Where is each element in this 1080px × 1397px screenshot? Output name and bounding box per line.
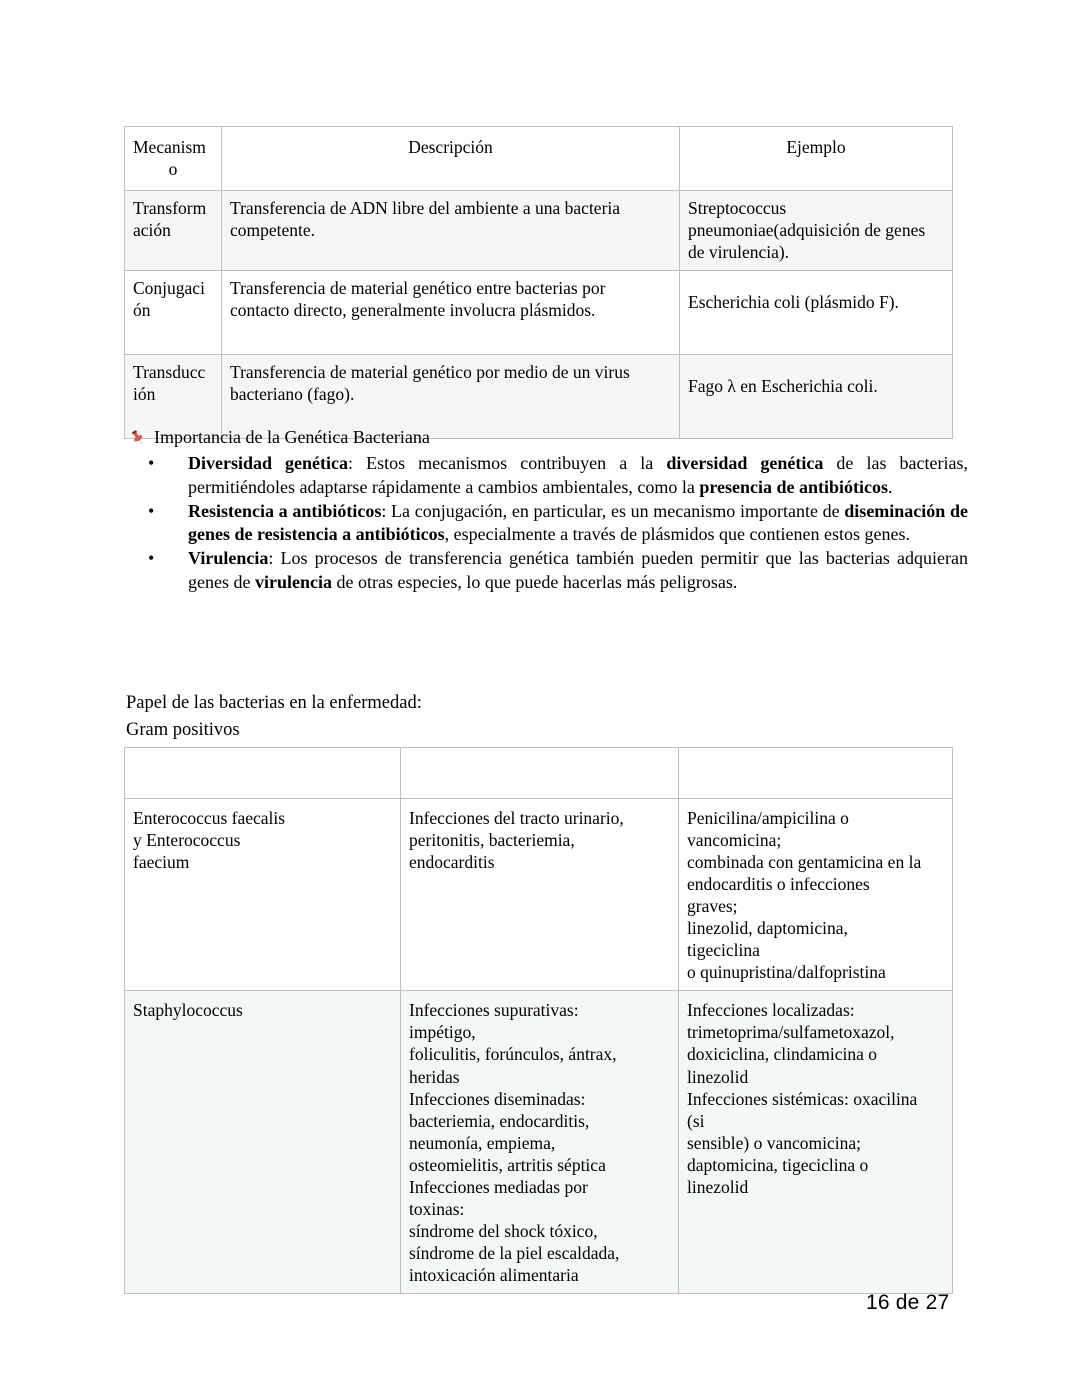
tratamiento-line: graves; bbox=[687, 896, 738, 917]
header-cell-descripcion: Descripción bbox=[222, 127, 680, 191]
ejemplo-line1: Escherichia coli (plásmido F). bbox=[688, 292, 899, 313]
header-cell-infecciones bbox=[401, 748, 679, 799]
cell-ejemplo bbox=[680, 191, 953, 271]
item-lead: Diversidad genética bbox=[188, 453, 349, 473]
header-cell-ejemplo: Ejemplo bbox=[680, 127, 953, 191]
cell-infecciones bbox=[401, 799, 679, 991]
item-text-1: : La conjugación, en particular, es un mecanismo importante de bbox=[381, 500, 845, 521]
tratamiento-line: trimetoprima/sulfametoxazol, bbox=[687, 1022, 895, 1043]
tratamiento-line: vancomicina; bbox=[687, 830, 782, 851]
cell-mecanismo bbox=[125, 191, 222, 271]
cell-organismo bbox=[125, 799, 401, 991]
mecanismos-table bbox=[124, 126, 953, 439]
item-lead: Resistencia a antibióticos bbox=[188, 500, 382, 521]
papel-line-1: Papel de las bacterias en la enfermedad: bbox=[126, 693, 422, 713]
header-cell-organismo bbox=[125, 748, 401, 799]
infeccion-line: Infecciones del tracto urinario, bbox=[409, 808, 624, 828]
mecanismo-line2: ón bbox=[133, 300, 151, 321]
page-number-footer: 16 de 27 bbox=[866, 1291, 950, 1314]
tratamiento-line: combinada con gentamicina en la bbox=[687, 852, 922, 873]
item-text-2: de las bacterias, permitiéndoles adaptarse rápidamente a cambios ambientales, como la bbox=[188, 453, 968, 497]
tratamiento-line: linezolid, daptomicina, bbox=[687, 918, 848, 939]
organismo-line: Staphylococcus bbox=[133, 1000, 243, 1021]
infeccion-line: neumonía, empiema, bbox=[409, 1132, 556, 1153]
infeccion-line: osteomielitis, artritis séptica bbox=[409, 1154, 606, 1175]
infeccion-line: impétigo, bbox=[409, 1022, 476, 1043]
tratamiento-line: sensible) o vancomicina; bbox=[687, 1132, 861, 1153]
header-cell-mecanismo bbox=[125, 127, 222, 191]
infeccion-line: toxinas: bbox=[409, 1198, 465, 1219]
bullet-marker: • bbox=[148, 453, 155, 473]
header-mecanismo-line1: Mecanism bbox=[133, 137, 206, 157]
item-text-2: , especialmente a través de plásmidos que contienen estos genes. bbox=[444, 524, 911, 545]
infeccion-line: peritonitis, bacteriemia, bbox=[409, 830, 575, 851]
infeccion-line: bacteriemia, endocarditis, bbox=[409, 1110, 590, 1131]
mecanismo-line1: Transducc bbox=[133, 362, 206, 383]
item-text-1: : Los procesos de transferencia genética también pueden permitir que las bacterias adquieran genes de bbox=[188, 548, 968, 592]
papel-line-2: Gram positivos bbox=[126, 720, 240, 741]
tratamiento-line: doxiciclina, clindamicina o bbox=[687, 1044, 878, 1065]
infeccion-line: Infecciones mediadas por bbox=[409, 1176, 588, 1197]
mecanismo-line2: ación bbox=[133, 220, 171, 241]
list-item bbox=[128, 452, 968, 500]
tratamiento-line: linezolid bbox=[687, 1176, 749, 1197]
ejemplo-line3: de virulencia). bbox=[688, 242, 790, 263]
descripcion-line2: competente. bbox=[230, 220, 316, 241]
item-tail: . bbox=[887, 476, 893, 497]
list-item bbox=[128, 547, 968, 595]
tratamiento-line: daptomicina, tigeciclina o bbox=[687, 1154, 869, 1175]
infeccion-line: heridas bbox=[409, 1066, 460, 1087]
infeccion-line: síndrome de la piel escaldada, bbox=[409, 1242, 620, 1263]
infeccion-line: Infecciones supurativas: bbox=[409, 1000, 579, 1021]
descripcion-line1: Transferencia de ADN libre del ambiente a una bacteria bbox=[230, 198, 621, 219]
grampos-table bbox=[124, 747, 953, 1294]
item-text-1: : Estos mecanismos contribuyen a la bbox=[348, 453, 667, 473]
ejemplo-line1: Fago λ en Escherichia coli. bbox=[688, 376, 878, 397]
ejemplo-line1: Streptococcus bbox=[688, 198, 787, 219]
bullet-marker: • bbox=[148, 548, 155, 568]
bullet-marker: • bbox=[148, 500, 155, 521]
table-row bbox=[125, 991, 953, 1294]
item-bold-mid: diversidad genética bbox=[666, 453, 824, 473]
tratamiento-line: Infecciones sistémicas: oxacilina bbox=[687, 1088, 918, 1109]
infeccion-line: foliculitis, forúnculos, ántrax, bbox=[409, 1044, 617, 1065]
tratamiento-line: o quinupristina/dalfopristina bbox=[687, 962, 886, 983]
papel-section-heading bbox=[126, 690, 422, 744]
cell-mecanismo bbox=[125, 271, 222, 355]
descripcion-line2: bacteriano (fago). bbox=[230, 384, 355, 405]
cell-tratamiento bbox=[679, 799, 953, 991]
ejemplo-line2: pneumoniae(adquisición de genes bbox=[688, 220, 926, 241]
tratamiento-line: linezolid bbox=[687, 1066, 749, 1087]
cell-infecciones bbox=[401, 991, 679, 1294]
list-item bbox=[128, 500, 968, 548]
table-header-row bbox=[125, 127, 953, 191]
importancia-heading-label: Importancia de la Genética Bacteriana bbox=[154, 427, 430, 447]
table-row bbox=[125, 191, 953, 271]
tratamiento-line: Infecciones localizadas: bbox=[687, 1000, 855, 1021]
mecanismo-line1: Transform bbox=[133, 198, 207, 219]
cell-organismo bbox=[125, 991, 401, 1294]
infeccion-line: síndrome del shock tóxico, bbox=[409, 1220, 598, 1241]
cell-ejemplo bbox=[680, 271, 953, 355]
item-bold-mid: diseminación de genes de resistencia a antibióticos bbox=[188, 500, 968, 545]
importancia-heading bbox=[128, 426, 430, 454]
mecanismo-line1: Conjugaci bbox=[133, 278, 205, 299]
tratamiento-line: Penicilina/ampicilina o bbox=[687, 808, 849, 828]
infeccion-line: Infecciones diseminadas: bbox=[409, 1088, 586, 1109]
item-bold-end: presencia de antibióticos bbox=[699, 476, 888, 497]
descripcion-line1: Transferencia de material genético por medio de un virus bbox=[230, 362, 630, 383]
infeccion-line: intoxicación alimentaria bbox=[409, 1264, 579, 1285]
cell-descripcion bbox=[222, 271, 680, 355]
table-row bbox=[125, 799, 953, 991]
cell-tratamiento bbox=[679, 991, 953, 1294]
mecanismo-line2: ión bbox=[133, 384, 156, 405]
item-lead: Virulencia bbox=[188, 548, 269, 568]
descripcion-line1: Transferencia de material genético entre bacterias por bbox=[230, 278, 606, 299]
organismo-line: y Enterococcus bbox=[133, 830, 241, 851]
table-row bbox=[125, 271, 953, 355]
importancia-bullet-list bbox=[128, 452, 968, 595]
header-mecanismo-line2: o bbox=[168, 159, 178, 180]
header-cell-tratamiento bbox=[679, 748, 953, 799]
infeccion-line: endocarditis bbox=[409, 852, 495, 873]
pushpin-icon bbox=[128, 428, 148, 454]
tratamiento-line: tigeciclina bbox=[687, 940, 760, 961]
item-bold-mid: virulencia bbox=[254, 571, 332, 592]
organismo-line: faecium bbox=[133, 852, 190, 873]
cell-ejemplo bbox=[680, 355, 953, 439]
organismo-line: Enterococcus faecalis bbox=[133, 808, 286, 828]
tratamiento-line: (si bbox=[687, 1110, 705, 1131]
descripcion-line2: contacto directo, generalmente involucra plásmidos. bbox=[230, 300, 596, 321]
tratamiento-line: endocarditis o infecciones bbox=[687, 874, 870, 895]
item-text-2: de otras especies, lo que puede hacerlas más peligrosas. bbox=[331, 571, 738, 592]
table-header-row bbox=[125, 748, 953, 799]
cell-descripcion bbox=[222, 191, 680, 271]
